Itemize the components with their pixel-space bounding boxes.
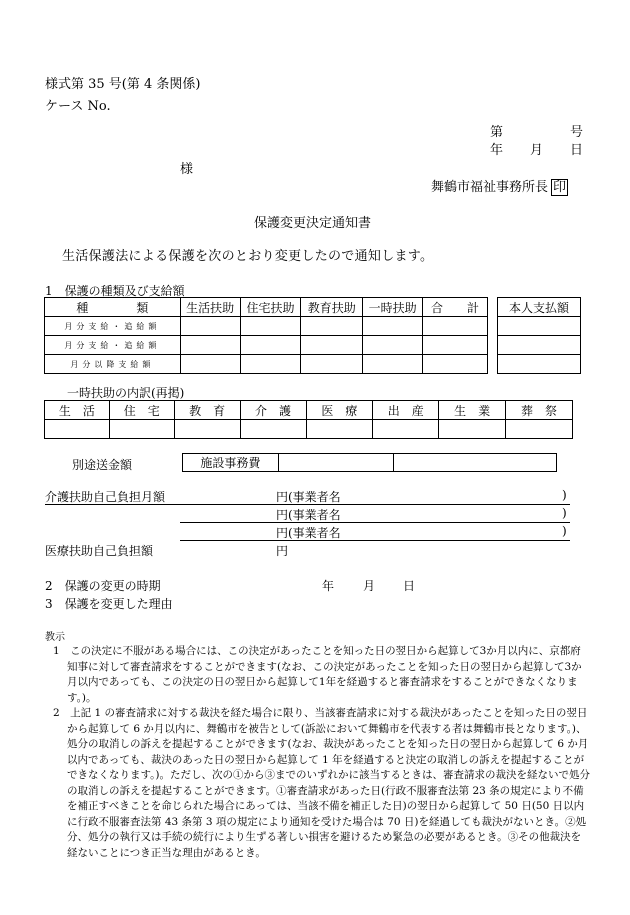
care-line-2-underline [180, 522, 570, 523]
page-title: 保護変更決定通知書 [254, 216, 372, 231]
self-pay-table [497, 297, 581, 374]
cell [423, 336, 488, 355]
cell [363, 355, 423, 374]
sender [431, 176, 568, 196]
cell [45, 420, 110, 439]
sender-name: 舞鶴市福祉事務所長 [431, 180, 549, 195]
care-line-3-underline [180, 540, 570, 541]
date-year: 年 [490, 143, 504, 158]
cell [240, 317, 301, 336]
section3-heading: 3 保護を変更した理由 [45, 597, 173, 611]
cell [301, 355, 363, 374]
date-day: 日 [570, 143, 584, 158]
temp-col-living: 生 活 [45, 401, 110, 420]
care-label-underline [45, 504, 180, 505]
notes-list [45, 644, 590, 861]
temp-col-housing: 住 宅 [109, 401, 174, 420]
col-temporary: 一時扶助 [363, 298, 423, 317]
temp-col-birth: 出 産 [373, 401, 439, 420]
medical-yen: 円 [276, 544, 289, 558]
cell [423, 317, 488, 336]
care-line-3-close: ) [562, 524, 567, 538]
care-line-3: 円(事業者名 [276, 526, 341, 540]
cell [301, 336, 363, 355]
cell [373, 420, 439, 439]
section2-heading: 2 保護の変更の時期 [45, 579, 161, 593]
care-line-1-close: ) [562, 488, 567, 502]
doc-no-prefix: 第 [490, 125, 504, 140]
cell [363, 336, 423, 355]
col-housing: 住宅扶助 [240, 298, 301, 317]
separate-label: 別途送金額 [72, 458, 133, 472]
cell [109, 420, 174, 439]
cell [240, 336, 301, 355]
temp-col-funeral: 葬 祭 [506, 401, 573, 420]
care-line-2: 円(事業者名 [276, 508, 341, 522]
temp-aid-table [44, 400, 573, 439]
case-number: ケース No. [45, 99, 111, 114]
change-year: 年 [322, 579, 335, 593]
intro-text: 生活保護法による保護を次のとおり変更したので通知します。 [62, 249, 434, 264]
cell [498, 317, 581, 336]
seal-box: 印 [553, 180, 567, 195]
medical-label: 医療扶助自己負担額 [45, 544, 154, 558]
note-item-2: 2 上記 1 の審査請求に対する裁決を経た場合に限り、当該審査請求に対する裁決があったことを知った日の翌日から起算して 6 か月以内に、舞鶴市を被告として(訴訟において舞鶴市を代表する者は舞鶴市長となります。)、処分の取消しの訴えを提起することができます(なお、裁決があったことを知った日の翌日から起算して 6 か月以内であっても、裁決のあった日の翌日から起算して 1 年を経過すると決定の取消しの訴えを提起することができなくなります。)。ただし、次の①から③までのいずれかに該当するときは、審査請求の裁決を経ないで処分の取消しの訴えを提起することができます。①審査請求があった日(行政不服審査法第 23 条の規定により不備を補正すべきことを命じられた場合にあっては、当該不備を補正した日)の翌日から起算して 50 日(50 日以内に行政不服審査法第 43 条第 3 項の規定により通知を受けた場合は 70 日)を経過しても裁決がないとき。②処分、処分の執行又は手続の続行により生ずる著しい損害を避けるため緊急の必要があるとき。③その他裁決を経ないことにつき正当な理由があるとき。 [53, 707, 591, 859]
change-month: 月 [363, 579, 376, 593]
cell [423, 355, 488, 374]
facility-label: 施設事務費 [183, 454, 279, 472]
temp-col-education: 教 育 [174, 401, 240, 420]
cell [439, 420, 506, 439]
care-line-1-underline [180, 504, 570, 505]
cell [180, 336, 240, 355]
cell [306, 420, 373, 439]
note-item-1: 1 この決定に不服がある場合には、この決定があったことを知った日の翌日から起算して3か月以内に、京都府知事に対して審査請求をすることができます(なお、この決定があったことを知った日の翌日から起算して3か月以内であっても、この決定の日の翌日から起算して1年を経過すると審査請求をすることができなくなります。)。 [53, 645, 582, 704]
col-living: 生活扶助 [180, 298, 240, 317]
aid-amount-table [44, 297, 488, 374]
notes-heading: 教示 [45, 632, 65, 643]
self-pay-header: 本人支払額 [498, 298, 581, 317]
cell [363, 317, 423, 336]
cell [278, 454, 394, 472]
cell [240, 420, 306, 439]
care-label: 介護扶助自己負担月額 [45, 490, 166, 504]
section1-heading: 1 保護の種類及び支給額 [45, 284, 185, 298]
recipient-suffix: 様 [180, 162, 194, 177]
cell [174, 420, 240, 439]
row-label-3: 月分以降支給額 [45, 355, 181, 374]
care-line-2-close: ) [562, 506, 567, 520]
cell [506, 420, 573, 439]
form-number: 様式第 35 号(第 4 条関係) [45, 77, 201, 92]
cell [498, 336, 581, 355]
cell [180, 355, 240, 374]
cell [240, 355, 301, 374]
date-month: 月 [530, 143, 544, 158]
row-label-1: 月分支給・追給額 [45, 317, 181, 336]
col-type: 種 類 [45, 298, 181, 317]
temp-aid-heading: 一時扶助の内訳(再掲) [67, 386, 185, 400]
cell [498, 355, 581, 374]
col-education: 教育扶助 [301, 298, 363, 317]
cell [394, 454, 557, 472]
temp-col-occupation: 生 業 [439, 401, 506, 420]
temp-col-care: 介 護 [240, 401, 306, 420]
doc-no-suffix: 号 [570, 125, 584, 140]
change-day: 日 [403, 579, 416, 593]
cell [180, 317, 240, 336]
cell [301, 317, 363, 336]
col-total: 合 計 [423, 298, 488, 317]
row-label-2: 月分支給・追給額 [45, 336, 181, 355]
facility-table [182, 453, 557, 472]
temp-col-medical: 医 療 [306, 401, 373, 420]
care-line-1: 円(事業者名 [276, 490, 341, 504]
